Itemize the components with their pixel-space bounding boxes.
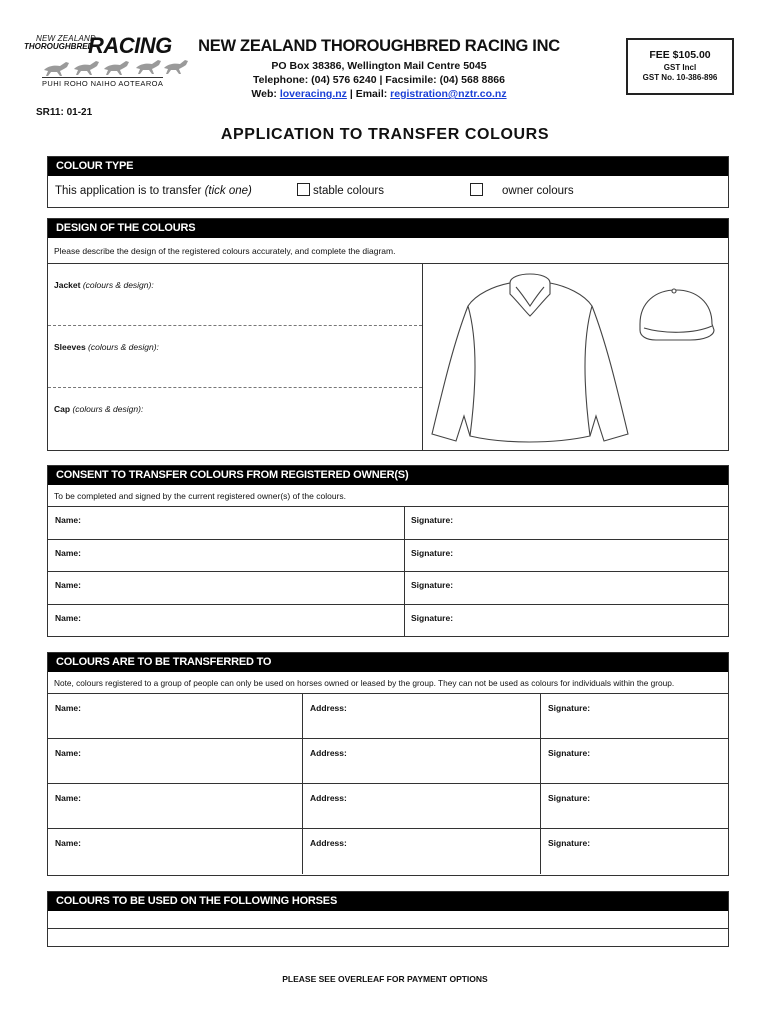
jacket-field[interactable] [48,264,422,326]
transfer-row [48,829,728,874]
form-code: SR11: 01-21 [36,107,93,118]
transfer-signature-field[interactable]: Signature: [540,784,590,828]
sleeves-label [54,342,159,352]
sleeves-hint: (colours & design): [88,342,159,352]
consent-signature-field[interactable]: Signature: [404,572,453,604]
transfer-name-field[interactable]: Name: [55,793,81,803]
page-title: APPLICATION TO TRANSFER COLOURS [220,126,550,143]
footer-note: PLEASE SEE OVERLEAF FOR PAYMENT OPTIONS [282,974,488,984]
transfer-address-field[interactable]: Address: [302,784,347,828]
gst-number: GST No. 10-386-896 [642,73,718,82]
transfer-signature-field[interactable]: Signature: [540,694,590,738]
consent-row [48,507,728,540]
colour-type-prompt [55,185,252,197]
horse-entry-line[interactable] [48,929,728,947]
consent-row [48,540,728,573]
racehorses-icon [40,54,190,78]
colour-type-section [47,156,729,208]
design-body [48,264,728,450]
organisation-block [190,37,568,100]
consent-signature-field[interactable]: Signature: [404,540,453,572]
design-section [47,218,729,451]
transfer-to-header: COLOURS ARE TO BE TRANSFERRED TO [48,653,728,672]
transfer-to-note: Note, colours registered to a group of people can only be used on horses owned or leased by the group. They can not be used as colours for individuals within the group. [48,672,728,694]
nztr-logo [22,32,182,92]
transfer-address-field[interactable]: Address: [302,739,347,783]
organisation-web-email [190,88,568,100]
consent-signature-field[interactable]: Signature: [404,605,453,638]
colour-type-hint: (tick one) [204,185,252,197]
consent-header: CONSENT TO TRANSFER COLOURS FROM REGISTERED OWNER(S) [48,466,728,485]
jacket-label-text: Jacket [54,280,81,290]
horses-section [47,891,729,947]
consent-row [48,572,728,605]
email-link[interactable]: registration@nztr.co.nz [390,88,507,100]
organisation-address: PO Box 38386, Wellington Mail Centre 5045 [271,60,487,72]
colours-diagram[interactable] [424,264,728,450]
transfer-to-section [47,652,729,876]
transfer-name-field[interactable]: Name: [55,748,81,758]
jacket-hint: (colours & design): [82,280,154,290]
cap-label [54,404,143,414]
cap-field[interactable] [48,388,422,450]
horses-header: COLOURS TO BE USED ON THE FOLLOWING HORSES [48,892,728,911]
transfer-row [48,784,728,829]
transfer-name-field[interactable]: Name: [55,703,81,713]
organisation-name: NEW ZEALAND THOROUGHBRED RACING INC [198,37,560,55]
colour-type-header: COLOUR TYPE [48,157,728,176]
sleeves-label-text: Sleeves [54,342,86,352]
contact-separator: | [349,88,353,100]
transfer-name-field[interactable]: Name: [55,838,81,848]
web-label: Web: [251,88,277,100]
logo-line2: THOROUGHBRED [24,42,94,51]
consent-name-field[interactable]: Name: [55,515,81,525]
logo-line1: NEW ZEALAND [36,34,96,43]
gst-incl: GST Incl [663,63,697,72]
owner-colours-checkbox[interactable] [470,183,483,196]
consent-section [47,465,729,637]
transfer-row [48,739,728,784]
fee-box [626,38,734,95]
colour-type-prompt-text: This application is to transfer [55,185,202,197]
stable-colours-label: stable colours [313,185,384,197]
web-link[interactable]: loveracing.nz [279,88,347,100]
transfer-address-field[interactable]: Address: [302,829,347,874]
cap-label-text: Cap [54,404,71,414]
fee-amount: FEE $105.00 [649,49,711,61]
stable-colours-checkbox[interactable] [297,183,310,196]
consent-signature-field[interactable]: Signature: [404,507,453,539]
logo-tagline: PUHI ROHO NAIHO AOTEAROA [42,79,164,88]
cap-hint: (colours & design): [72,404,144,414]
organisation-phone: Telephone: (04) 576 6240 | Facsimile: (04) 568 8866 [253,74,505,86]
logo-racing: RACING [88,33,172,58]
design-note: Please describe the design of the registered colours accurately, and complete the diagram. [48,238,728,264]
horse-entry-line[interactable] [48,911,728,929]
transfer-signature-field[interactable]: Signature: [540,739,590,783]
consent-note: To be completed and signed by the current registered owner(s) of the colours. [48,485,728,507]
owner-colours-label: owner colours [502,185,574,197]
consent-name-field[interactable]: Name: [55,547,81,558]
transfer-signature-field[interactable]: Signature: [540,829,590,874]
consent-name-field[interactable]: Name: [55,612,81,623]
colour-type-row [48,176,728,208]
jacket-label [54,280,154,290]
transfer-address-field[interactable]: Address: [302,694,347,738]
transfer-row [48,694,728,739]
design-header: DESIGN OF THE COLOURS [48,219,728,238]
consent-row [48,605,728,638]
email-label: Email: [355,88,388,100]
consent-name-field[interactable]: Name: [55,580,81,590]
sleeves-field[interactable] [48,326,422,388]
design-fields [48,264,423,450]
